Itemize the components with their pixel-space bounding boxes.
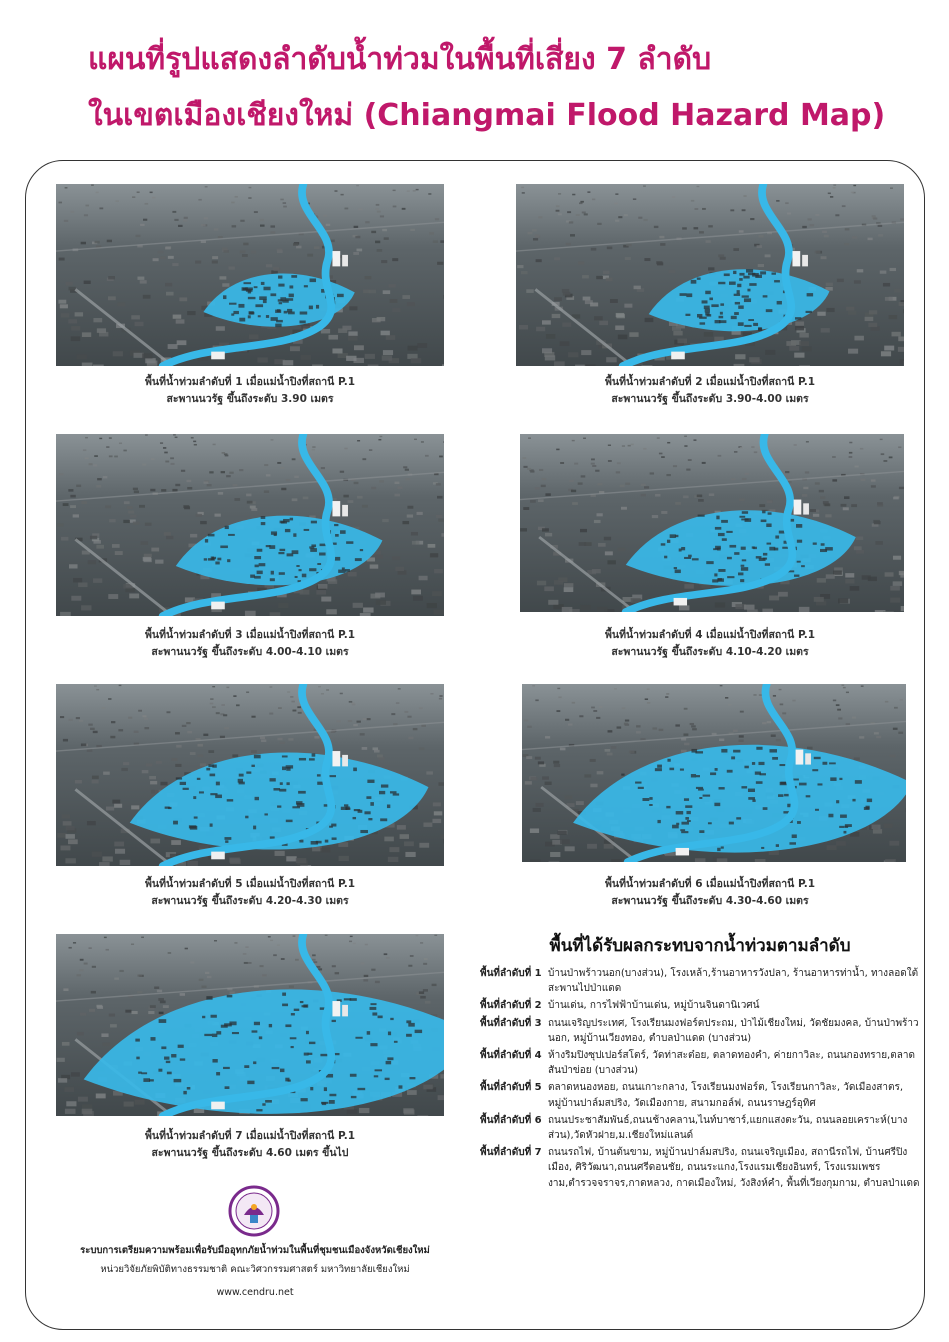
caption-line1: พื้นที่น้ำท่วมลำดับที่ 4 เมื่อแม่น้ำปิงที่สถานี P.1: [604, 629, 816, 641]
footer-url[interactable]: www.cendru.net: [216, 1287, 294, 1298]
impact-item: [480, 1048, 925, 1078]
impact-text: ตลาดหนองหอย, ถนนเกาะกลาง, โรงเรียนมงฟอร์ต, โรงเรียนกาวิละ, วัดเมืองสาตร, หมู่บ้านปาล์มสปริง, วัดเมืองกาย, สนามกอล์ฟ, ถนนราษฎร์อุทิศ: [548, 1082, 903, 1109]
caption-line2: สะพานนวรัฐ ขึ้นถึงระดับ 4.30-4.60 เมตร: [611, 895, 809, 907]
map-caption: [56, 1128, 444, 1162]
impact-item: [480, 1016, 925, 1046]
impact-text: ถนนรถไฟ, บ้านต้นขาม, หมู่บ้านปาล์มสปริง, ถนนเจริญเมือง, สถานีรถไฟ, บ้านศรีปิงเมือง, ศิริวัฒนา,ถนนศรีดอนชัย, ถนนระแกง,โรงแรมเชียงอินทร์, โรงแรมเพชรงาม,ตำรวจจราจร,กาดหลวง, กาดเมืองใหม่, วังสิงห์คำ, พื้นที่เวียงกุมกาม, ตำบลป่าแดด: [548, 1147, 920, 1189]
map-caption: [516, 627, 904, 661]
caption-line2: สะพานนวรัฐ ขึ้นถึงระดับ 4.00-4.10 เมตร: [151, 646, 349, 658]
university-logo-icon: [228, 1185, 280, 1237]
flood-map-level-6: [522, 684, 906, 862]
page-title-line1: แผนที่รูปแสดงลำดับน้ำท่วมในพื้นที่เสี่ยง 7 ลำดับ: [88, 42, 712, 77]
caption-line2: สะพานนวรัฐ ขึ้นถึงระดับ 3.90-4.00 เมตร: [611, 393, 809, 405]
impact-title: พื้นที่ได้รับผลกระทบจากน้ำท่วมตามลำดับ: [549, 936, 851, 956]
impact-item: [480, 1145, 925, 1191]
flood-map-level-5: [56, 684, 444, 866]
caption-line2: สะพานนวรัฐ ขึ้นถึงระดับ 3.90 เมตร: [166, 393, 334, 405]
footer-line1: ระบบการเตรียมความพร้อมเพื่อรับมืออุทกภัยน้ำท่วมในพื้นที่ชุมชนเมืองจังหวัดเชียงใหม่: [80, 1245, 430, 1256]
impact-label: พื้นที่ลำดับที่ 5: [480, 1082, 542, 1094]
impact-label: พื้นที่ลำดับที่ 1: [480, 968, 542, 979]
impact-text: ห้างริมปิงซุปเปอร์สโตร์, วัดท่าสะต๋อย, ตลาดทองคำ, ค่ายกาวิละ, ถนนกองทราย,ตลาดสันป่าข่อย (บางส่วน): [548, 1050, 915, 1077]
impact-text: บ้านเด่น, การไฟฟ้าบ้านเด่น, หมู่บ้านจินดานิเวศน์: [548, 1000, 760, 1012]
impact-item: [480, 1113, 925, 1143]
map-terrain: [56, 684, 444, 866]
impact-item: [480, 998, 925, 1013]
map-caption: [516, 876, 904, 910]
map-caption: [56, 876, 444, 910]
flood-map-level-1: [56, 184, 444, 366]
caption-line1: พื้นที่น้ำท่วมลำดับที่ 5 เมื่อแม่น้ำปิงที่สถานี P.1: [144, 878, 356, 890]
impact-list: [480, 966, 925, 1193]
impact-text: บ้านป่าพร้าวนอก(บางส่วน), โรงเหล้า,ร้านอาหารวังปลา, ร้านอาหารท่าน้ำ, ทางลอดใต้สะพานไปป่าแดด: [548, 968, 919, 995]
caption-line1: พื้นที่น้ำท่วมลำดับที่ 3 เมื่อแม่น้ำปิงที่สถานี P.1: [144, 629, 356, 641]
impact-text: ถนนประชาสัมพันธ์,ถนนช้างคลาน,ไนท์บาซาร์,แยกแสงตะวัน, ถนนลอยเคราะห์(บางส่วน),วัดหัวฝาย,ม.เชียงใหม่แลนด์: [548, 1114, 908, 1142]
impact-label: พื้นที่ลำดับที่ 7: [480, 1147, 542, 1159]
map-terrain: [516, 184, 904, 366]
flood-map-level-2: [516, 184, 904, 366]
impact-item: [480, 966, 925, 996]
caption-line1: พื้นที่น้ำท่วมลำดับที่ 7 เมื่อแม่น้ำปิงที่สถานี P.1: [144, 1130, 356, 1142]
impact-label: พื้นที่ลำดับที่ 4: [480, 1050, 542, 1062]
map-caption: [56, 627, 444, 661]
caption-line2: สะพานนวรัฐ ขึ้นถึงระดับ 4.20-4.30 เมตร: [151, 895, 349, 907]
impact-label: พื้นที่ลำดับที่ 2: [480, 1000, 542, 1012]
flood-map-level-4: [520, 434, 904, 612]
impact-text: ถนนเจริญประเทศ, โรงเรียนมงฟอร์ตประถม, ป่าไม้เชียงใหม่, วัดชัยมงคล, บ้านป่าพร้าวนอก, หมู่บ้านเวียงทอง, ตำบลป่าแดด (บางส่วน): [548, 1017, 919, 1044]
caption-line2: สะพานนวรัฐ ขึ้นถึงระดับ 4.10-4.20 เมตร: [611, 646, 809, 658]
map-terrain: [520, 434, 904, 612]
caption-line1: พื้นที่น้ำท่วมลำดับที่ 1 เมื่อแม่น้ำปิงที่สถานี P.1: [144, 376, 356, 388]
map-terrain: [56, 434, 444, 616]
footer-line2: หน่วยวิจัยภัยพิบัติทางธรรมชาติ คณะวิศวกรรมศาสตร์ มหาวิทยาลัยเชียงใหม่: [100, 1264, 410, 1275]
impact-label: พื้นที่ลำดับที่ 3: [480, 1017, 542, 1029]
caption-line1: พื้นที่น้ำท่วมลำดับที่ 2 เมื่อแม่น้ำปิงที่สถานี P.1: [604, 376, 816, 388]
map-terrain: [522, 684, 906, 862]
impact-label: พื้นที่ลำดับที่ 6: [480, 1114, 542, 1126]
map-caption: [516, 374, 904, 408]
map-terrain: [56, 184, 444, 366]
caption-line2: สะพานนวรัฐ ขึ้นถึงระดับ 4.60 เมตร ขึ้นไป: [151, 1147, 349, 1159]
map-caption: [56, 374, 444, 408]
caption-line1: พื้นที่น้ำท่วมลำดับที่ 6 เมื่อแม่น้ำปิงที่สถานี P.1: [604, 878, 816, 890]
flood-map-level-7: [56, 934, 444, 1116]
impact-item: [480, 1080, 925, 1110]
page-title-line2: ในเขตเมืองเชียงใหม่ (Chiangmai Flood Hazard Map): [88, 98, 886, 133]
map-terrain: [56, 934, 444, 1116]
flood-map-level-3: [56, 434, 444, 616]
